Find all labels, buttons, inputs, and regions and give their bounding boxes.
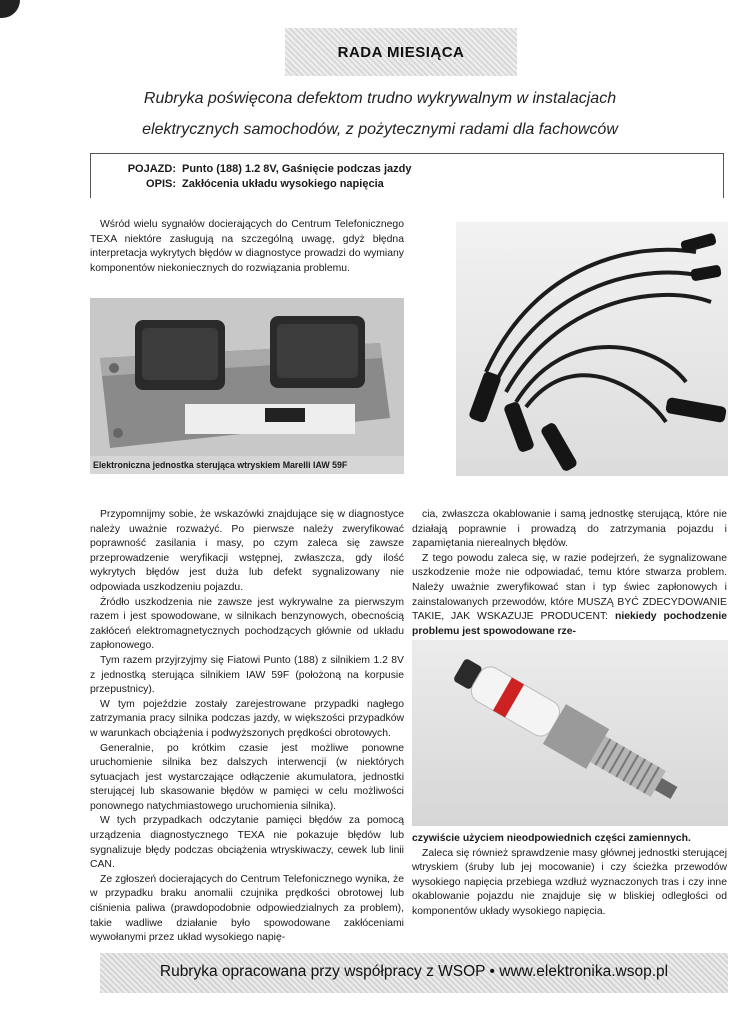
right-paragraph-2-text: Z tego powodu zaleca się, w razie podejrzeń, że sygnalizowane uszkodzenie może nie odpowiadać, temu które stwarza problem. Należy uważnie zweryfikować stan i typ świec zapłonowych i zainstalowanych przewodów, które MUSZĄ BYĆ ZDECYDOWANIE TAKIE, JAK WSKAZUJE PRODUCENT: [412, 552, 727, 623]
footer-banner [100, 953, 728, 993]
vehicle-label: POJAZD: [127, 163, 176, 175]
footer-text: Rubryka opracowana przy współpracy z WSOP • www.elektronika.wsop.pl [159, 963, 669, 980]
corner-mark [0, 0, 20, 18]
left-paragraph-2: Źródło uszkodzenia nie zawsze jest wykrywalne za pierwszym razem i jest spowodowane, w silnikach benzynowych, obecnością zakłóceń elektromagnetycznych pochodzących głównie od układu zapłonowego. [90, 596, 404, 652]
spark-plug-photo [412, 640, 728, 826]
right-paragraph-2-emphasis: niekiedy pochodzenie problemu jest spowodowane rze- [412, 611, 727, 637]
right-paragraph-3-emphasis: czywiście użyciem nieodpowiednich części zamiennych. [412, 833, 691, 844]
left-paragraph-7: Ze zgłoszeń docierających do Centrum Telefonicznego wynika, że w przypadku braku anomalii czujnika prędkości obrotowej lub ciśnienia paliwa (prawdopodobnie odpowiedzialnych za problem), takie wadliwe działanie było spowodowane zakłóceniami wywołanymi przez układ wysokiego napię- [90, 873, 404, 944]
ignition-cables-photo [456, 222, 728, 476]
left-paragraph-6: W tych przypadkach odczytanie pamięci błędów za pomocą urządzenia diagnostycznego TEXA nie pokazuje błędów lub sygnalizuje błędy podczas obciążenia wtryskiwaczy, cewek lub linii CAN. [90, 815, 404, 871]
vehicle-row [91, 163, 411, 175]
masthead [285, 28, 517, 76]
left-paragraph-3: Tym razem przyjrzyjmy się Fiatowi Punto (188) z silnikiem 1.2 8V z jednostką sterująca silnikiem IAW 59F (położoną na korpusie przepustnicy). [90, 654, 404, 696]
description-label: OPIS: [146, 178, 176, 190]
body-column-right-bottom [412, 832, 727, 920]
spark-plug-illustration [412, 640, 728, 826]
ecu-illustration [90, 298, 404, 456]
vehicle-info-box [90, 153, 724, 198]
body-column-left [90, 508, 404, 946]
right-paragraph-2 [412, 552, 727, 640]
intro-paragraph [90, 218, 404, 276]
description-row [91, 178, 384, 190]
left-paragraph-5: Generalnie, po krótkim czasie jest możliwe ponowne uruchomienie silnika bez dalszych interwencji (w niektórych sytuacjach jest wystarczające odłączenie akumulatora, jednostki sterującej lub skasowanie błędów w pamięci w celu możliwości ponownego natychmiastowego uruchomienia silnika). [90, 742, 404, 812]
subtitle-line-1: Rubryka poświęcona defektom trudno wykrywalnym w instalacjach [143, 90, 617, 107]
ecu-caption: Elektroniczna jednostka sterująca wtryskiem Marelli IAW 59F [90, 456, 404, 474]
description-value: Zakłócenia układu wysokiego napięcia [182, 178, 384, 190]
intro-text: Wśród wielu sygnałów docierających do Centrum Telefonicznego TEXA niektóre zasługują na szczególną uwagę, gdyż błędna interpretacja wykrytych błędów w diagnostyce prowadzi do wymiany komponentów niekoniecznych do rozwiązania problemu. [90, 219, 404, 274]
right-paragraph-1: cia, zwłaszcza okablowanie i samą jednostkę sterującą, które nie działają poprawnie i prowadzą do zatrzymania pojazdu i zapamiętania nierealnych błędów. [412, 509, 727, 550]
masthead-title: RADA MIESIĄCA [337, 44, 465, 61]
ecu-photo [90, 298, 404, 474]
ignition-cables-illustration [456, 222, 728, 476]
body-column-right-top [412, 508, 727, 639]
vehicle-value: Punto (188) 1.2 8V, Gaśnięcie podczas jazdy [182, 163, 412, 175]
left-paragraph-1: Przypomnijmy sobie, że wskazówki znajdujące się w diagnostyce należy uważnie rozważyć. Po pierwsze należy zweryfikować poprawność zasilania i masy, po czym zaleca się zawsze przeprowadzenie weryfikacji wstępnej, zwłaszcza, gdy ilość wykrytych błędów jest duża lub defekt sygnalizowany nie odpowiada uszkodzeniu pojazdu. [90, 509, 404, 593]
subtitle-line-2: elektrycznych samochodów, z pożytecznymi radami dla fachowców [142, 121, 618, 138]
right-paragraph-4: Zaleca się również sprawdzenie masy głównej jednostki sterującej wtryskiem (śruby lub jej mocowanie) i czy ścieżka przewodów wysokiego napięcia przebiega wzdłuż wyznaczonych tras i czy inne okablowanie pojazdu nie znajduje się w bliskiej odległości od komponentów układy wysokiego napięcia. [412, 847, 727, 917]
left-paragraph-4: W tym pojeździe zostały zarejestrowane przypadki nagłego zatrzymania pracy silnika podczas jazdy, w większości przypadków w warunkach obciążenia i podwyższonych prędkości obrotowych. [90, 698, 404, 739]
